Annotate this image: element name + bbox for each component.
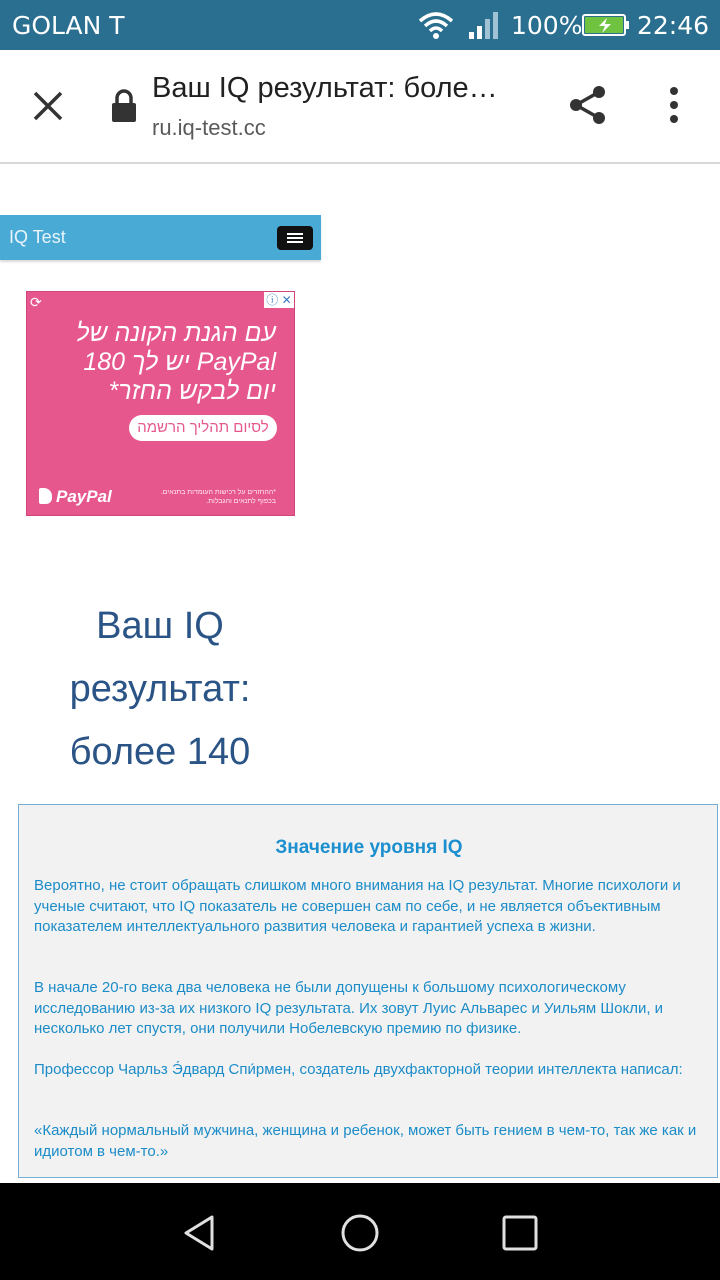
- battery-percent: 100%: [511, 11, 583, 40]
- result-line: Ваш IQ: [96, 605, 224, 647]
- home-icon[interactable]: [338, 1211, 382, 1255]
- wifi-icon: [418, 10, 454, 40]
- ad-choices-icon[interactable]: ⓘ ✕: [264, 292, 294, 308]
- info-paragraph: Вероятно, не стоит обращать слишком много внимания на IQ результат. Многие психологи и ученые считают, что IQ показатель не совершен сам по себе, и не является объективным показателем интеллектуального развития человека и гарантией успеха в жизни.: [34, 877, 681, 935]
- page-url[interactable]: ru.iq-test.cc: [152, 115, 266, 140]
- site-navbar: [0, 215, 321, 260]
- system-nav-bar: [0, 1183, 720, 1280]
- ad-brand: PayPal: [56, 487, 112, 506]
- reload-icon[interactable]: ⟳: [30, 294, 42, 310]
- iq-meaning-panel: [18, 804, 718, 1178]
- battery-charging-icon: [582, 13, 630, 37]
- clock: 22:46: [637, 11, 710, 40]
- panel-title: Значение уровня IQ: [275, 837, 463, 858]
- ad-text-line: יום לבקש החזר*: [108, 377, 276, 405]
- paypal-icon: [39, 488, 52, 504]
- result-line: результат:: [69, 668, 251, 710]
- info-paragraph: В начале 20-го века два человека не были допущены к большому психологическому исследованию из-за их низкого IQ результата. Их зовут Луис Альварес и Уильям Шокли, и несколько лет спустя, они получили Нобелевскую премию по физике.: [34, 979, 664, 1037]
- ad-text-line: עם הגנת הקונה של: [76, 319, 276, 347]
- ad-text-line: PayPal יש לך 180: [83, 348, 276, 376]
- signal-icon: [468, 10, 500, 40]
- status-bar: [0, 0, 720, 50]
- lock-icon: [108, 88, 140, 124]
- info-quote: «Каждый нормальный мужчина, женщина и ребенок, может быть гением в чем-то, так же как и идиотом в чем-то.»: [34, 1122, 697, 1160]
- info-paragraph: Профессор Чарльз Э́двард Спи́рмен, создатель двухфакторной теории интеллекта написал:: [34, 1061, 683, 1078]
- advertisement[interactable]: [27, 292, 294, 515]
- site-brand[interactable]: IQ Test: [9, 227, 66, 247]
- hamburger-icon[interactable]: [277, 226, 313, 250]
- back-icon[interactable]: [178, 1211, 222, 1255]
- result-score: более 140: [69, 731, 251, 773]
- more-vert-icon[interactable]: [652, 80, 696, 130]
- close-icon[interactable]: [22, 80, 74, 132]
- ad-disclaimer: *ההחזרים על רכישות העומדות בתנאים. בכפוף לתנאים והגבלות.: [160, 489, 276, 505]
- recents-icon[interactable]: [498, 1211, 542, 1255]
- paypal-logo: [39, 487, 112, 507]
- page-title[interactable]: Ваш IQ результат: боле…: [152, 72, 498, 104]
- browser-toolbar: [0, 50, 720, 164]
- carrier-name: GOLAN T: [12, 11, 125, 40]
- share-icon[interactable]: [563, 80, 613, 130]
- ad-cta-button[interactable]: לסיום תהליך הרשמה: [129, 415, 277, 441]
- result-heading: [20, 595, 300, 784]
